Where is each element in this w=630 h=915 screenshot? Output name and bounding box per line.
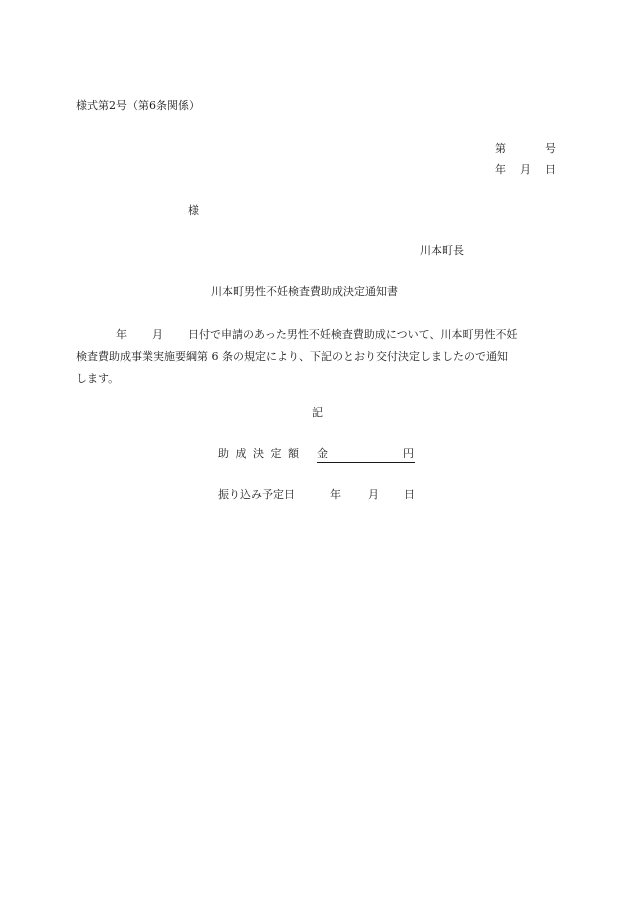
- body-year: 年: [116, 328, 127, 341]
- transfer-year: 年: [330, 488, 341, 501]
- date-month: 月: [520, 163, 531, 176]
- grant-amount-prefix: 金: [317, 447, 328, 460]
- ki-heading: 記: [312, 406, 323, 419]
- notice-body: [76, 324, 556, 390]
- grant-amount-unit: 円: [403, 447, 414, 460]
- grant-amount-field: [317, 448, 415, 463]
- transfer-date-label: 振り込み予定日: [218, 488, 295, 501]
- body-line-1: [76, 324, 556, 346]
- date-day: 日: [545, 163, 556, 176]
- number-prefix: 第: [495, 142, 506, 155]
- number-suffix: 号: [545, 142, 556, 155]
- transfer-day: 日: [404, 488, 415, 501]
- body-line-1-rest: 日付で申請のあった男性不妊検査費助成について、川本町男性不妊: [188, 328, 518, 341]
- body-line-3: します。: [76, 372, 120, 385]
- addressee-suffix: 様: [188, 204, 199, 217]
- document-title: 川本町男性不妊検査費助成決定通知書: [211, 285, 398, 298]
- issuer: 川本町長: [420, 244, 464, 257]
- body-month: 月: [152, 328, 163, 341]
- transfer-month: 月: [368, 488, 379, 501]
- form-label: 様式第2号（第6条関係）: [76, 99, 200, 112]
- date-year: 年: [495, 163, 506, 176]
- grant-amount-label: 助 成 決 定 額: [218, 447, 299, 460]
- body-line-2: 検査費助成事業実施要綱第 6 条の規定により、下記のとおり交付決定しましたので通知: [76, 350, 508, 363]
